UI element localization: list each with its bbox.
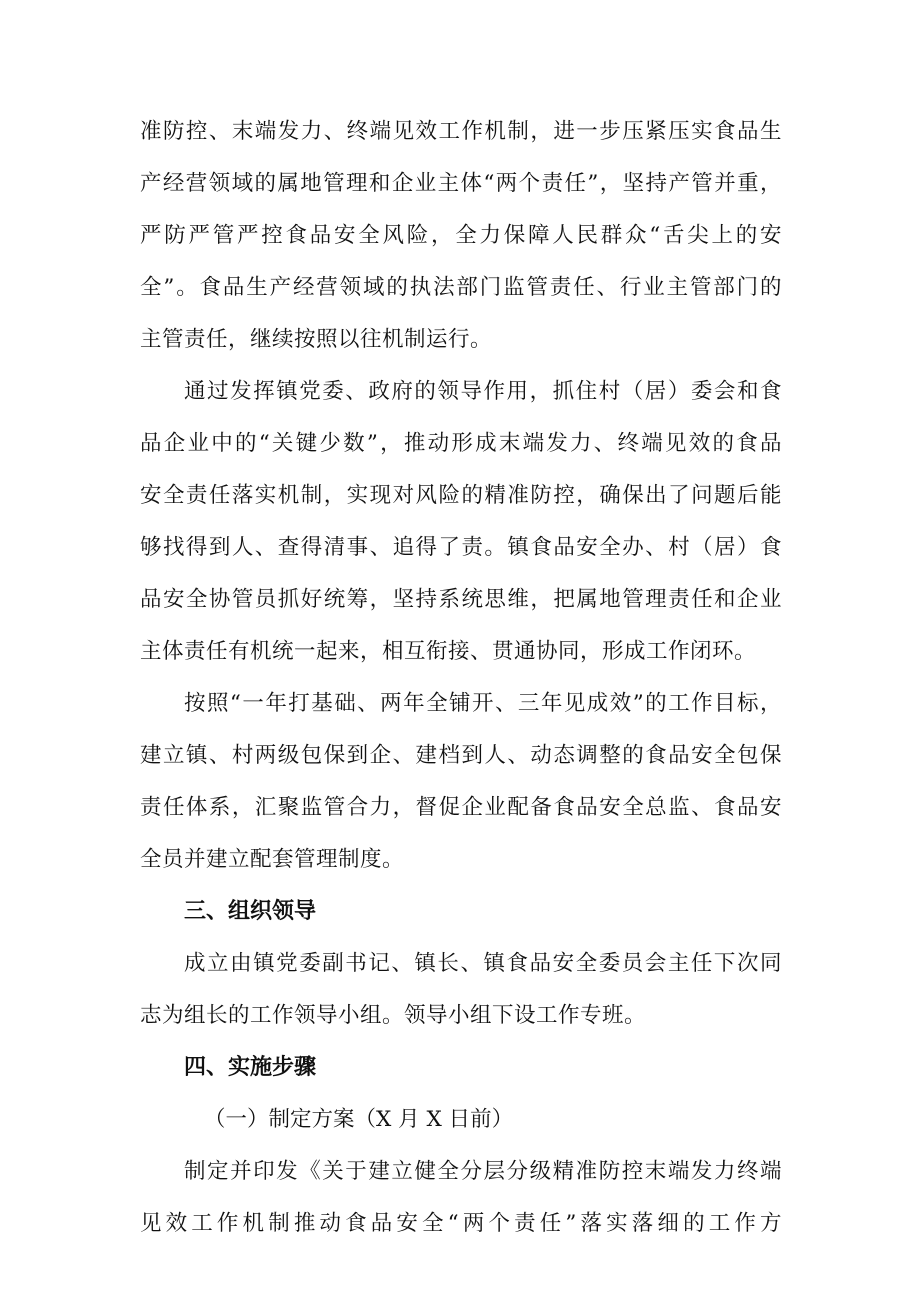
- text-line: 全员并建立配套管理制度。: [140, 847, 405, 872]
- paragraph-1: [140, 106, 782, 366]
- text-line: 产经营领域的属地管理和企业主体“两个责任”，坚持产管并重，: [140, 171, 782, 196]
- text-line: 制定并印发《关于建立健全分层分级精准防控末端发力终端: [184, 1159, 782, 1184]
- section-heading-organization: 三、组织领导: [184, 899, 317, 924]
- text-line: 全”。食品生产经营领域的执法部门监管责任、行业主管部门的: [140, 275, 782, 300]
- text-line: 品安全协管员抓好统筹，坚持系统思维，把属地管理责任和企业: [140, 587, 782, 612]
- text-line: 建立镇、村两级包保到企、建档到人、动态调整的食品安全包保: [140, 743, 782, 768]
- text-line: 通过发挥镇党委、政府的领导作用，抓住村（居）委会和食: [184, 379, 782, 404]
- paragraph-2: [140, 366, 782, 678]
- text-line: 品企业中的“关键少数”，推动形成末端发力、终端见效的食品: [140, 431, 782, 456]
- text-line: 责任体系，汇聚监管合力，督促企业配备食品安全总监、食品安: [140, 795, 782, 820]
- text-line: 志为组长的工作领导小组。领导小组下设工作专班。: [140, 1003, 647, 1028]
- text-line: 准防控、末端发力、终端见效工作机制，进一步压紧压实食品生: [140, 119, 782, 144]
- text-line: 主体责任有机统一起来，相互衔接、贯通协同，形成工作闭环。: [140, 639, 757, 664]
- paragraph-3: [140, 678, 782, 886]
- paragraph-4: [140, 938, 782, 1042]
- text-line: 够找得到人、查得清事、追得了责。镇食品安全办、村（居）食: [140, 535, 782, 560]
- text-line: 严防严管严控食品安全风险，全力保障人民群众“舌尖上的安: [140, 223, 782, 248]
- paragraph-5: [140, 1146, 782, 1250]
- text-line: 按照“一年打基础、两年全铺开、三年见成效”的工作目标，: [184, 691, 782, 716]
- text-line: 成立由镇党委副书记、镇长、镇食品安全委员会主任下次同: [184, 951, 782, 976]
- section-heading-steps: 四、实施步骤: [184, 1055, 317, 1080]
- text-line: 主管责任，继续按照以往机制运行。: [140, 327, 493, 352]
- subsection-heading-plan: （一）制定方案（X 月 X 日前）: [204, 1107, 514, 1132]
- document-body: [140, 106, 782, 1250]
- text-line: 见效工作机制推动食品安全“两个责任”落实落细的工作方: [140, 1211, 782, 1236]
- text-line: 安全责任落实机制，实现对风险的精准防控，确保出了问题后能: [140, 483, 782, 508]
